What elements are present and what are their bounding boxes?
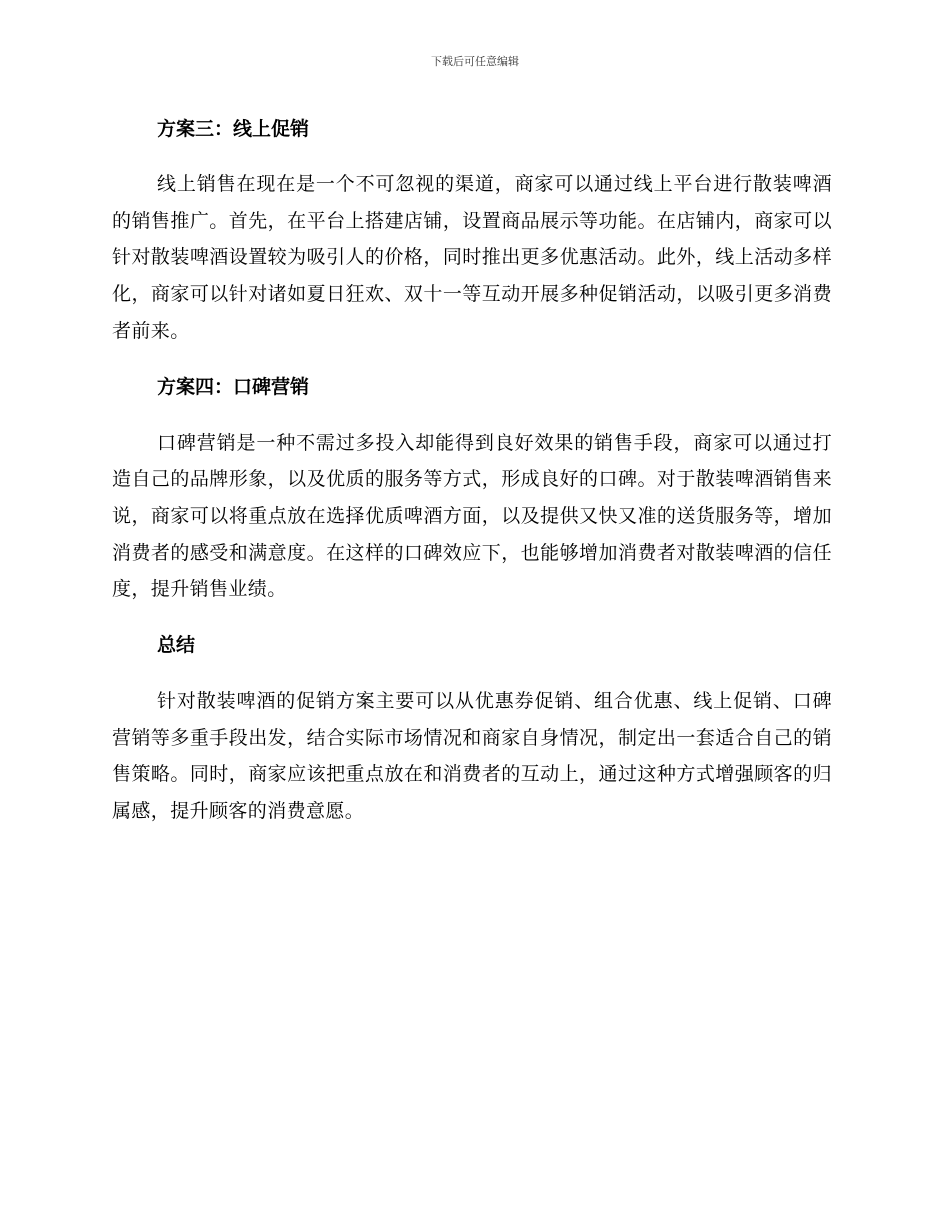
section-heading-online-promotion: 方案三：线上促销 <box>157 118 310 140</box>
section-heading-word-of-mouth: 方案四：口碑营销 <box>157 375 310 398</box>
section-heading-summary: 总结 <box>157 634 196 657</box>
section-paragraph-online-promotion: 线上销售在现在是一个不可忽视的渠道，商家可以通过线上平台进行散装啤酒的销售推广。首先，在平台上搭建店铺，设置商品展示等功能。在店铺内，商家可以针对散装啤酒设置较为吸引人的价格，同时推出更多优惠活动。此外，线上活动多样化，商家可以针对诸如夏日狂欢、双十一等互动开展多种促销活动，以吸引更多消费者前来。 <box>112 173 832 342</box>
section-paragraph-summary: 针对散装啤酒的促销方案主要可以从优惠券促销、组合优惠、线上促销、口碑营销等多重手段出发，结合实际市场情况和商家自身情况，制定出一套适合自己的销售策略。同时，商家应该把重点放在和消费者的互动上，通过这种方式增强顾客的归属感，提升顾客的消费意愿。 <box>112 690 832 823</box>
header-note: 下载后可任意编辑 <box>431 55 519 68</box>
document-body <box>112 112 832 830</box>
section-paragraph-word-of-mouth: 口碑营销是一种不需过多投入却能得到良好效果的销售手段，商家可以通过打造自己的品牌形象，以及优质的服务等方式，形成良好的口碑。对于散装啤酒销售来说，商家可以将重点放在选择优质啤酒方面，以及提供又快又准的送货服务等，增加消费者的感受和满意度。在这样的口碑效应下，也能够增加消费者对散装啤酒的信任度，提升销售业绩。 <box>112 431 832 601</box>
